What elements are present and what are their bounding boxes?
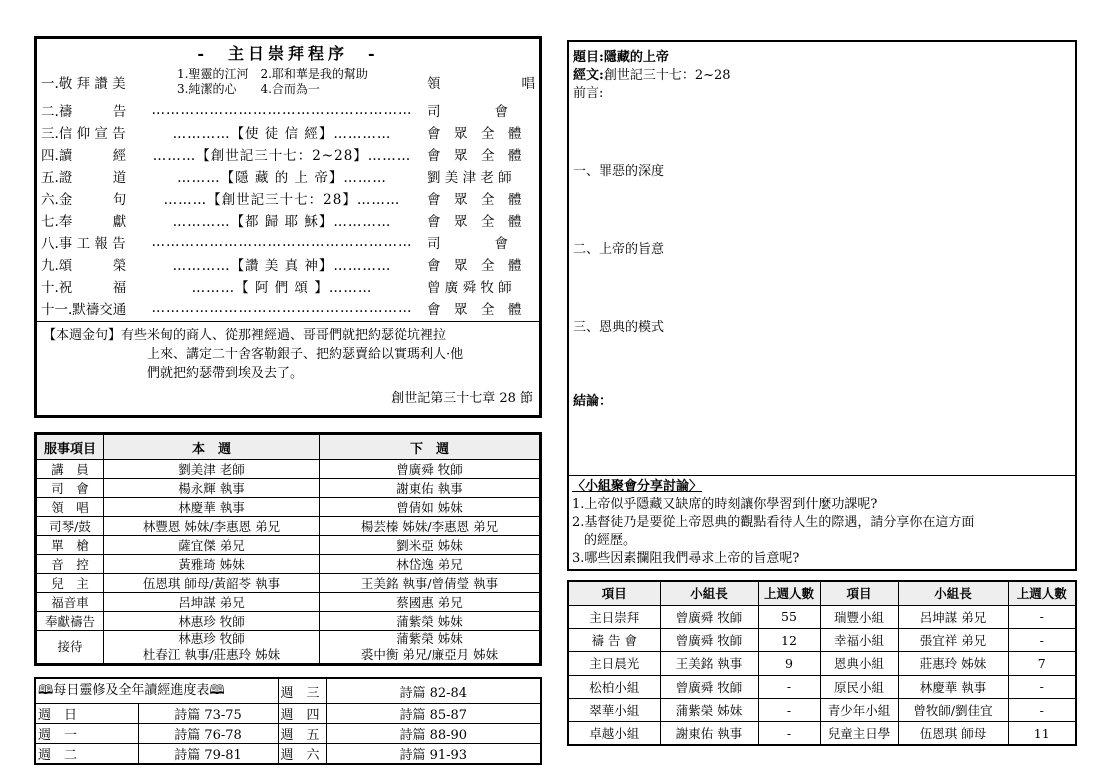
small-groups-table [567, 580, 1077, 746]
this-week-cell: 林惠珍 牧師 [104, 612, 320, 631]
sermon-title-value: 隱藏的上帝 [603, 50, 669, 65]
discussion-question: 3.哪些因素攔阻我們尋求上帝的旨意呢? [572, 551, 800, 566]
table-row [36, 536, 541, 555]
service-roster-table [34, 432, 542, 666]
sermon-intro: 前言: [573, 86, 604, 101]
order-row-worship [41, 65, 535, 99]
order-row [41, 143, 535, 165]
next-week-cell: 劉米亞 姊妹 [320, 536, 541, 555]
discussion-question: 1.上帝似乎隱藏又缺席的時刻讓你學習到什麼功課呢? [572, 497, 878, 512]
reading-header-text: 每日靈修及全年讀經進度表 [53, 683, 210, 698]
next-week-cell [320, 631, 541, 665]
count-cell: - [758, 699, 820, 722]
order-item: …………【都 歸 耶 穌】………… [172, 214, 392, 230]
this-week-cell: 伍恩琪 師母/黃韶苓 執事 [104, 574, 320, 593]
leader-cell: 伍恩琪 師母 [898, 722, 1008, 745]
usher-line: 杜春江 執事/莊惠玲 姊妹 [142, 647, 281, 662]
sermon-notes [567, 40, 1077, 571]
count-cell: 11 [1008, 722, 1076, 745]
leader-cell: 莊惠玲 姊妹 [898, 652, 1008, 675]
order-label: 八.事 工 報 告 [41, 236, 126, 252]
next-week-cell: 楊芸榛 姊妹/李惠恩 弟兄 [320, 517, 541, 536]
count-cell: 12 [758, 628, 820, 651]
count-cell: - [1008, 628, 1076, 651]
count-cell: - [758, 722, 820, 745]
order-row [41, 231, 535, 253]
column-header: 上週人數 [1008, 581, 1076, 605]
sermon-title [573, 46, 669, 65]
table-row [36, 631, 541, 665]
this-week-cell: 薩宜傑 弟兄 [104, 536, 320, 555]
day-cell: 週 二 [35, 744, 138, 765]
sermon-point-3: 三、恩典的模式 [573, 320, 665, 335]
role-cell: 奉獻禱告 [36, 612, 104, 631]
scripture-label: 經文: [573, 68, 604, 83]
next-week-cell: 王美銘 執事/曾倩瑩 執事 [320, 574, 541, 593]
table-row [36, 479, 541, 498]
table-row [36, 612, 541, 631]
sermon-point-1: 一、罪惡的深度 [573, 164, 665, 179]
role-cell: 音 控 [36, 555, 104, 574]
scripture-value: 創世記三十七：2~28 [603, 68, 731, 83]
order-label: 九.頌 榮 [41, 258, 127, 274]
order-row [41, 99, 535, 121]
order-item: ……………………………………………… [151, 102, 413, 118]
this-week-cell: 楊永輝 執事 [104, 479, 320, 498]
passage-cell: 詩篇 76-78 [138, 724, 278, 744]
table-row [35, 724, 541, 744]
order-item: ……………………………………………… [151, 300, 413, 316]
table-row [36, 593, 541, 612]
group-cell: 瑞豐小組 [820, 605, 898, 628]
order-item: ……………………………………………… [151, 234, 413, 250]
table-row [568, 675, 1076, 698]
table-row [36, 460, 541, 479]
passage-cell: 詩篇 88-90 [326, 724, 541, 744]
order-label: 六.金 句 [41, 192, 127, 208]
order-label: 二.禱 告 [41, 104, 127, 120]
leader-cell: 曾廣舜 牧師 [660, 605, 758, 628]
table-header-row [36, 434, 541, 460]
order-label: 七.奉 獻 [41, 214, 127, 230]
order-leader: 會 眾 全 體 [427, 258, 522, 274]
this-week-cell: 黃雅琦 姊妹 [104, 555, 320, 574]
usher-line: 林惠珍 牧師 [178, 631, 245, 646]
order-leader-b: 唱 [521, 76, 535, 92]
order-item: ………【 阿 們 頌 】……… [191, 280, 373, 296]
this-week-cell [104, 631, 320, 665]
column-header: 項目 [568, 581, 660, 605]
this-week-cell: 劉美津 老師 [104, 460, 320, 479]
discussion-section [569, 475, 1075, 570]
role-cell: 司 會 [36, 479, 104, 498]
verse-text: 上來、講定二十舍客勒銀子、把約瑟賣給以實瑪利人·他 [147, 347, 464, 362]
day-cell: 週 五 [278, 724, 326, 744]
this-week-cell: 呂坤謀 弟兄 [104, 593, 320, 612]
sermon-conclusion: 結論： [573, 394, 613, 409]
passage-cell: 詩篇 85-87 [326, 704, 541, 724]
count-cell: 55 [758, 605, 820, 628]
verse-reference: 創世記第三十七章 28 節 [391, 391, 533, 406]
table-row [568, 652, 1076, 675]
memory-verse [37, 321, 539, 408]
next-week-cell: 謝東佑 執事 [320, 479, 541, 498]
this-week-cell: 林慶華 執事 [104, 498, 320, 517]
order-row [41, 165, 535, 187]
order-leader: 曾 廣 舜 牧 師 [427, 280, 512, 296]
order-leader: 會 眾 全 體 [427, 126, 522, 142]
order-leader-a: 領 [427, 76, 441, 92]
order-item: ………【隱 藏 的 上 帝】……… [177, 170, 387, 186]
order-row [41, 275, 535, 297]
leader-cell: 謝東佑 執事 [660, 722, 758, 745]
day-cell: 週 六 [278, 744, 326, 765]
order-title: - 主日崇拜程序 - [197, 44, 379, 63]
usher-line: 裘中衡 弟兄/廉亞月 姊妹 [360, 647, 499, 662]
order-leader: 會 眾 全 體 [427, 148, 522, 164]
order-leader: 會 眾 全 體 [427, 302, 522, 318]
column-header: 小組長 [660, 581, 758, 605]
order-label: 一.敬 拜 讚 美 [41, 76, 126, 92]
leader-cell: 王美銘 執事 [660, 652, 758, 675]
role-cell: 講 員 [36, 460, 104, 479]
leader-cell: 曾廣舜 牧師 [660, 675, 758, 698]
column-header: 小組長 [898, 581, 1008, 605]
order-label: 四.讀 經 [41, 148, 127, 164]
group-cell: 翠華小組 [568, 699, 660, 722]
sermon-title-label: 題目: [573, 50, 604, 65]
leader-cell: 張宜祥 弟兄 [898, 628, 1008, 651]
role-cell: 領 唱 [36, 498, 104, 517]
column-header: 服事項目 [36, 434, 104, 460]
group-cell: 幸福小組 [820, 628, 898, 651]
verse-label: 【本週金句】 [43, 328, 122, 343]
column-header: 項目 [820, 581, 898, 605]
next-week-cell: 曾廣舜 牧師 [320, 460, 541, 479]
order-of-service [34, 36, 542, 418]
group-cell: 兒童主日學 [820, 722, 898, 745]
usher-line: 蒲紫榮 姊妹 [396, 631, 463, 646]
order-leader [427, 72, 535, 92]
next-week-cell: 蔡國惠 弟兄 [320, 593, 541, 612]
book-icon: 🕮 [38, 683, 54, 698]
group-cell: 主日崇拜 [568, 605, 660, 628]
table-row [36, 574, 541, 593]
group-cell: 禱 告 會 [568, 628, 660, 651]
order-item: …………【讚 美 真 神】………… [172, 258, 392, 274]
reading-plan-table [34, 677, 542, 765]
order-label: 十.祝 福 [41, 280, 127, 296]
order-row [41, 187, 535, 209]
table-row [35, 678, 541, 704]
leader-cell: 蒲紫榮 姊妹 [660, 699, 758, 722]
order-item: ………【創世記三十七：2~28】……… [152, 148, 412, 164]
table-row [35, 744, 541, 765]
this-week-cell: 林豐恩 姊妹/李惠恩 弟兄 [104, 517, 320, 536]
count-cell: - [1008, 699, 1076, 722]
order-row [41, 121, 535, 143]
order-label: 五.證 道 [41, 170, 127, 186]
table-row [36, 555, 541, 574]
group-cell: 恩典小組 [820, 652, 898, 675]
column-header: 上週人數 [758, 581, 820, 605]
book-icon: 🕮 [209, 683, 225, 698]
discussion-question-cont: 的經歷。 [584, 533, 637, 548]
passage-cell: 詩篇 73-75 [138, 704, 278, 724]
day-cell: 週 一 [35, 724, 138, 744]
table-row [36, 517, 541, 536]
order-leader: 會 眾 全 體 [427, 214, 522, 230]
verse-line [43, 326, 533, 345]
role-cell: 福音車 [36, 593, 104, 612]
role-cell: 接待 [36, 631, 104, 665]
order-row [41, 297, 535, 319]
leader-cell: 呂坤謀 弟兄 [898, 605, 1008, 628]
order-leader: 劉 美 津 老 師 [427, 170, 512, 186]
table-row [568, 605, 1076, 628]
discussion-question: 2.基督徒乃是要從上帝恩典的觀點看待人生的際遇，請分享你在這方面 [572, 515, 975, 530]
group-cell: 青少年小組 [820, 699, 898, 722]
group-cell: 卓越小組 [568, 722, 660, 745]
count-cell: 9 [758, 652, 820, 675]
leader-cell: 曾牧師/劉佳宜 [898, 699, 1008, 722]
count-cell: - [758, 675, 820, 698]
order-item: ………【創世記三十七：28】……… [163, 192, 401, 208]
count-cell: - [1008, 605, 1076, 628]
order-leader: 司 會 [427, 104, 508, 120]
next-week-cell: 林岱逸 弟兄 [320, 555, 541, 574]
sermon-scripture [573, 64, 731, 83]
count-cell: 7 [1008, 652, 1076, 675]
day-cell: 週 四 [278, 704, 326, 724]
discussion-title: 〈小組聚會分享討論〉 [572, 479, 703, 494]
hymn-line: 1.聖靈的江河 2.耶和華是我的幫助 [177, 67, 368, 81]
count-cell: - [1008, 675, 1076, 698]
day-cell: 週 日 [35, 704, 138, 724]
table-row [568, 722, 1076, 745]
table-row [35, 704, 541, 724]
sermon-point-2: 二、上帝的旨意 [573, 242, 665, 257]
hymn-line: 3.純潔的心 4.合而為一 [177, 82, 320, 96]
leader-cell: 林慶華 執事 [898, 675, 1008, 698]
role-cell: 單 槍 [36, 536, 104, 555]
order-label: 十一.默禱交通 [41, 302, 127, 318]
table-row [36, 498, 541, 517]
group-cell: 主日晨光 [568, 652, 660, 675]
day-cell: 週 三 [278, 678, 326, 704]
reading-header [35, 678, 278, 704]
verse-text: 有些米甸的商人、從那裡經過、哥哥們就把約瑟從坑裡拉 [121, 328, 447, 343]
leader-cell: 曾廣舜 牧師 [660, 628, 758, 651]
order-label: 三.信 仰 宣 告 [41, 126, 126, 142]
group-cell: 松柏小組 [568, 675, 660, 698]
table-header-row [568, 581, 1076, 605]
role-cell: 兒 主 [36, 574, 104, 593]
hymn-list [175, 67, 427, 97]
passage-cell: 詩篇 91-93 [326, 744, 541, 765]
passage-cell: 詩篇 82-84 [326, 678, 541, 704]
order-leader: 司 會 [427, 236, 508, 252]
group-cell: 原民小組 [820, 675, 898, 698]
passage-cell: 詩篇 79-81 [138, 744, 278, 765]
table-row [568, 699, 1076, 722]
role-cell: 司琴/鼓 [36, 517, 104, 536]
order-item: …………【使 徒 信 經】………… [172, 126, 392, 142]
next-week-cell: 蒲紫榮 姊妹 [320, 612, 541, 631]
verse-text: 們就把約瑟帶到埃及去了。 [147, 366, 304, 381]
order-row [41, 209, 535, 231]
next-week-cell: 曾倩如 姊妹 [320, 498, 541, 517]
column-header: 本 週 [104, 434, 320, 460]
table-row [568, 628, 1076, 651]
order-leader: 會 眾 全 體 [427, 192, 522, 208]
column-header: 下 週 [320, 434, 541, 460]
order-row [41, 253, 535, 275]
